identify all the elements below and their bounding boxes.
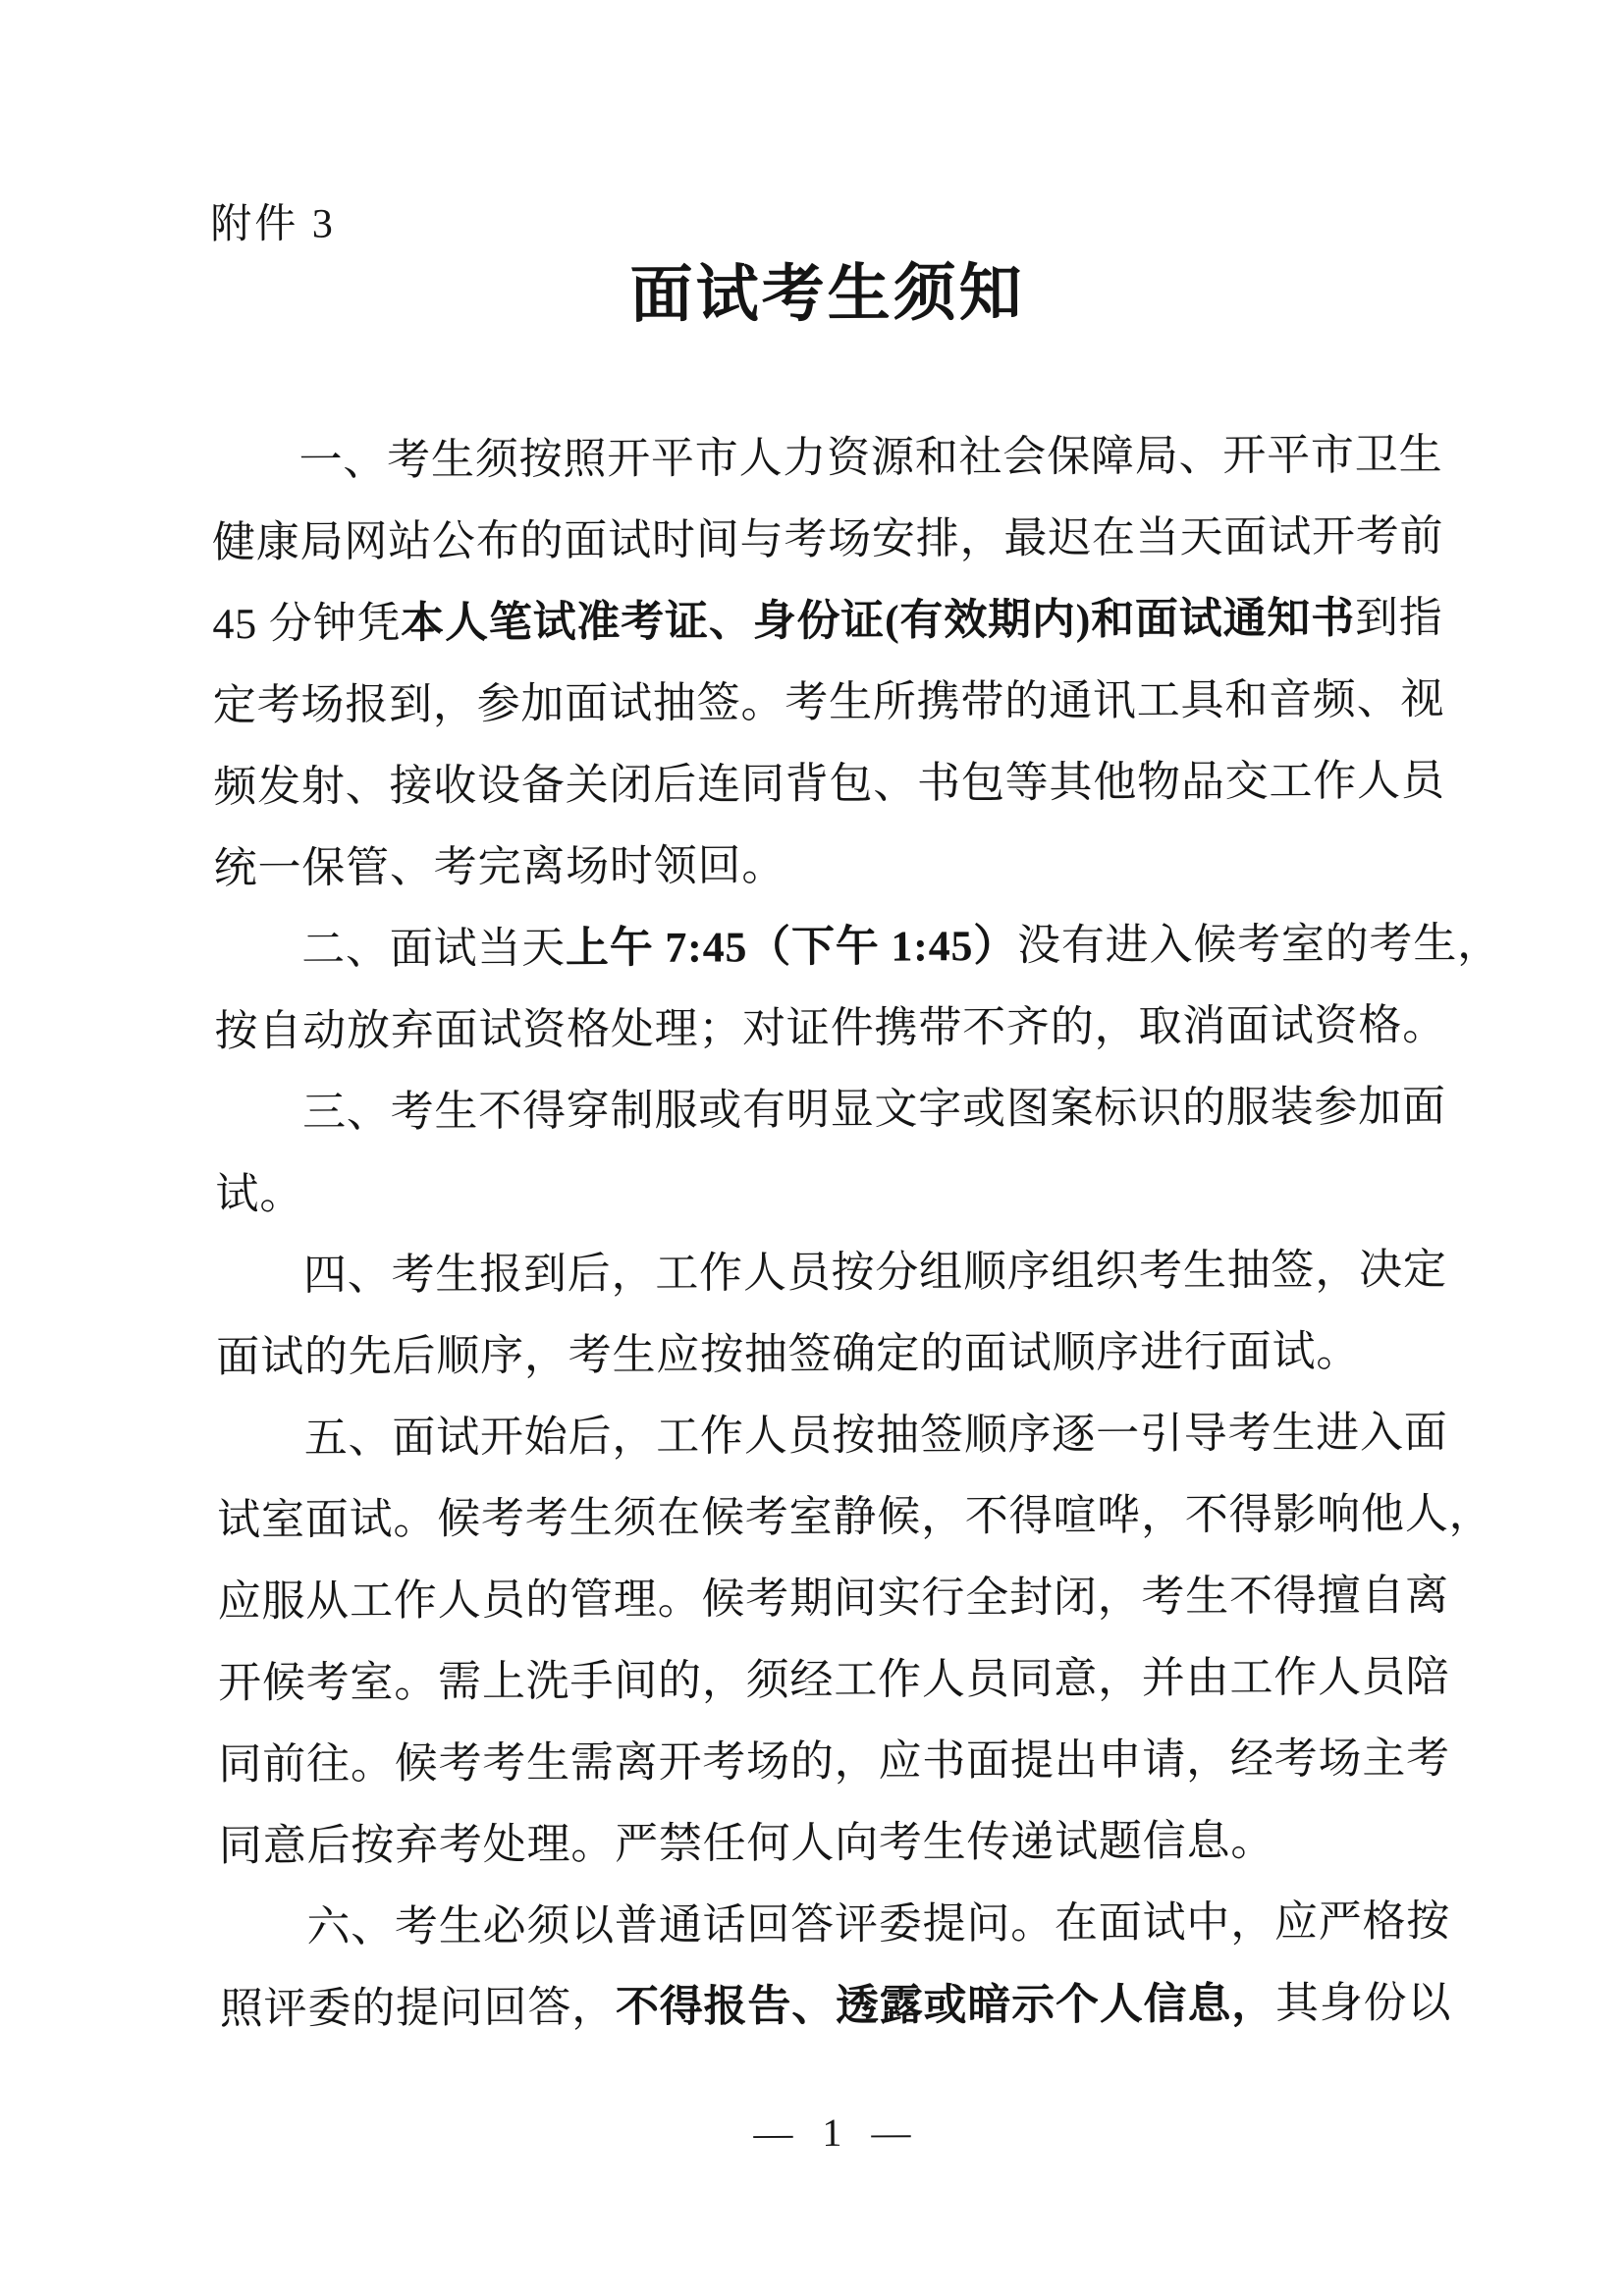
body-line [220, 1962, 1453, 2051]
body-text: 统一保管、考完离场时领回。 [213, 841, 786, 893]
body-text: 试。 [215, 1169, 304, 1219]
body-line [216, 1229, 1449, 1317]
body-text: 没有进入候考室的考生， [1016, 919, 1502, 970]
body-text: 六、考生必须以普通话回答评委提问。在面试中，应严格按 [306, 1896, 1451, 1951]
body-line [211, 414, 1444, 503]
body-text: 四、考生报到后，工作人员按分组顺序组织考生抽签，决定 [302, 1245, 1447, 1300]
body-text: 三、考生不得穿制服或有明显文字或图案标识的服装参加面 [301, 1082, 1446, 1137]
body-line [218, 1718, 1451, 1806]
body-line [215, 1148, 1448, 1236]
body-text: 同前往。候考考生需离开考场的，应书面提出申请，经考场主考 [218, 1734, 1451, 1789]
body-line [214, 985, 1447, 1073]
document-body [211, 414, 1502, 2051]
body-text: 开候考室。需上洗手间的，须经工作人员同意，并由工作人员陪 [217, 1652, 1450, 1708]
body-text-bold: 上午 7:45（下午 1:45） [565, 921, 1018, 973]
body-text: 健康局网站公布的面试时间与考场安排，最迟在当天面试开考前 [211, 511, 1444, 567]
body-line [217, 1473, 1493, 1562]
body-text: 应服从工作人员的管理。候考期间实行全封闭，考生不得擅自离 [217, 1571, 1450, 1627]
body-text: 频发射、接收设备关闭后连同背包、书包等其他物品交工作人员 [213, 756, 1445, 812]
body-text: 按自动放弃面试资格处理；对证件携带不齐的，取消面试资格。 [214, 1000, 1447, 1056]
body-text: 照评委的提问回答， [219, 1983, 617, 2034]
body-line [215, 1066, 1448, 1154]
body-line [217, 1555, 1450, 1643]
body-line [219, 1881, 1452, 1969]
body-line [218, 1636, 1451, 1725]
body-text: 一、考生须按照开平市人力资源和社会保障局、开平市卫生 [298, 430, 1443, 485]
page-number: — 1 — [753, 2109, 921, 2156]
body-text: 定考场报到，参加面试抽签。考生所携带的通讯工具和音频、视 [212, 674, 1445, 730]
body-line [216, 1310, 1449, 1399]
attachment-label: 附件 3 [210, 201, 336, 248]
body-text: 面试的先后顺序，考生应按抽签确定的面试顺序进行面试。 [216, 1327, 1361, 1382]
body-text: 其身份以 [1274, 1978, 1452, 2028]
body-text-bold: 不得报告、透露或暗示个人信息， [615, 1979, 1276, 2032]
body-text: 试室面试。候考考生须在候考室静候，不得喧哗，不得影响他人， [217, 1489, 1493, 1545]
body-line [217, 1392, 1450, 1480]
body-text: 45 分钟凭 [212, 599, 402, 649]
body-line [219, 1799, 1452, 1888]
body-line [212, 577, 1445, 666]
body-line [213, 740, 1446, 828]
body-line [212, 496, 1445, 584]
body-text: 二、面试当天 [301, 924, 567, 974]
body-text: 到指 [1354, 593, 1443, 643]
body-line [214, 822, 1447, 910]
body-text-bold: 本人笔试准考证、身份证(有效期内)和面试通知书 [401, 594, 1356, 648]
document-title: 面试考生须知 [629, 257, 1025, 330]
body-line [213, 659, 1446, 747]
body-text: 五、面试开始后，工作人员按抽签顺序逐一引导考生进入面 [303, 1408, 1448, 1463]
body-text: 同意后按弃考处理。严禁任何人向考生传递试题信息。 [218, 1816, 1275, 1871]
body-line [214, 903, 1502, 991]
